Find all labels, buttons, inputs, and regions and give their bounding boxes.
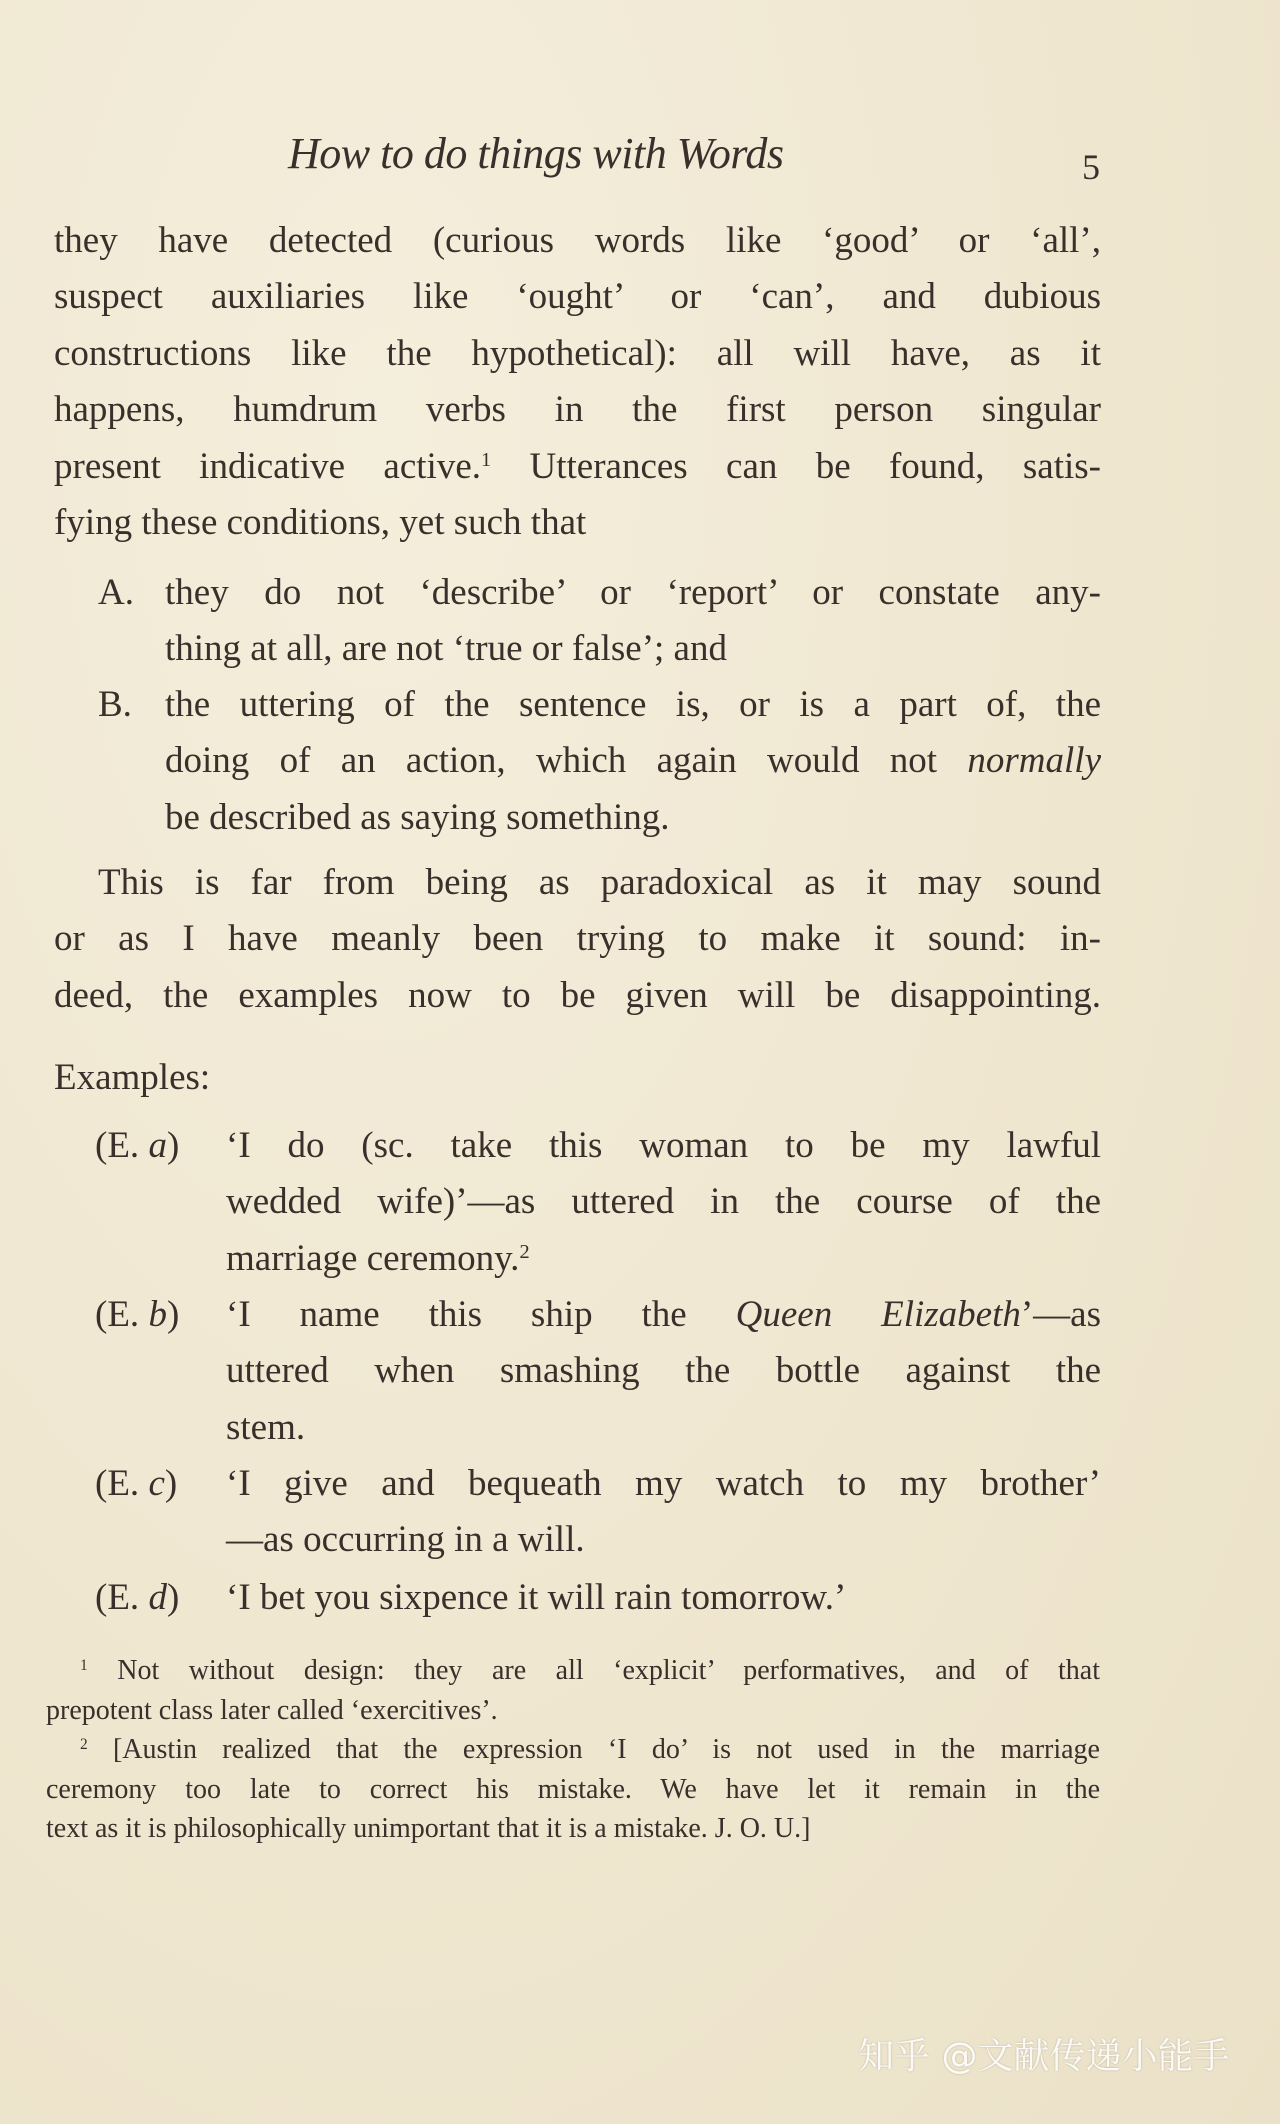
condition-label: A.: [98, 572, 134, 613]
emphasis: normally: [967, 740, 1101, 782]
text-segment: doing of an action, which again would not: [165, 740, 968, 782]
text-line: ‘I give and bequeath my watch to my brother’: [226, 1463, 1101, 1504]
condition-label: B.: [98, 684, 132, 725]
example-label: (E. c): [95, 1463, 178, 1504]
examples-heading: Examples:: [54, 1057, 211, 1098]
example-label: (E. a): [95, 1125, 180, 1166]
text-line: fying these conditions, yet such that: [54, 501, 587, 543]
text-line: the uttering of the sentence is, or is a part of, the: [165, 684, 1101, 725]
footnote-marker: 1: [80, 1656, 88, 1674]
text-segment: Utterances can be found, satis-: [491, 445, 1101, 487]
ship-name: Queen Elizabeth: [735, 1294, 1021, 1335]
footnote-ref-2[interactable]: 2: [519, 1240, 530, 1263]
condition-a: [98, 565, 1101, 678]
running-title: How to do things with Words: [288, 129, 784, 178]
text-line: stem.: [226, 1406, 306, 1448]
text-line: be described as saying something.: [165, 796, 670, 838]
footnote-line: ceremony too late to correct his mistake. We have let it remain in the: [46, 1773, 1100, 1805]
text-line: or as I have meanly been trying to make it sound: in-: [54, 918, 1101, 960]
text-line: ‘I name this ship the Queen Elizabeth’—as: [226, 1294, 1101, 1335]
footnote-ref-1[interactable]: 1: [481, 448, 492, 471]
text-line: [165, 733, 1101, 789]
example-label: (E. b): [95, 1294, 180, 1335]
text-line: suspect auxiliaries like ‘ought’ or ‘can’, and dubious: [54, 276, 1101, 318]
footnote-2: $^2$ [Austin realized that the expression ‘I do’ is not used in the marriage: [80, 1734, 1100, 1765]
text-line: they do not ‘describe’ or ‘report’ or constate any-: [165, 572, 1101, 613]
text-line: uttered when smashing the bottle against the: [226, 1350, 1101, 1392]
footnote-line: prepotent class later called ‘exercitives’.: [46, 1694, 498, 1726]
example-c: [95, 1456, 1101, 1569]
text-line: constructions like the hypothetical): all will have, as it: [54, 332, 1101, 374]
text-line: ‘I bet you sixpence it will rain tomorrow.’: [226, 1577, 847, 1618]
text-line: ‘I do (sc. take this woman to be my lawful: [226, 1125, 1101, 1166]
example-d: [95, 1570, 1101, 1626]
paragraph-2: [54, 855, 1101, 1024]
footnotes: [46, 1651, 1100, 1849]
text-line: wedded wife)’—as uttered in the course of the: [226, 1181, 1101, 1223]
text-line: they have detected (curious words like ‘good’ or ‘all’,: [54, 220, 1101, 261]
footnote-line: text as it is philosophically unimportant that it is a mistake. J. O. U.]: [46, 1813, 811, 1844]
footnote-1: $^1$ Not without design: they are all ‘explicit’ performatives, and of that: [80, 1655, 1100, 1686]
example-label: (E. d): [95, 1577, 180, 1618]
running-header: [0, 128, 1280, 188]
text-line: This is far from being as paradoxical as it may sound: [98, 862, 1101, 903]
watermark: 知乎 @文献传递小能手: [858, 2036, 1230, 2077]
condition-b: [98, 677, 1101, 846]
text-line: happens, humdrum verbs in the first person singular: [54, 389, 1101, 431]
text-line: [54, 439, 1101, 495]
text-line: —as occurring in a will.: [226, 1519, 585, 1561]
text-line: deed, the examples now to be given will be disappointing.: [54, 974, 1101, 1016]
footnote-marker: 2: [80, 1735, 88, 1753]
page-number: 5: [1082, 147, 1100, 187]
text-segment: present indicative active.: [54, 445, 481, 487]
example-a: [95, 1118, 1101, 1287]
paragraph-1: [54, 213, 1101, 551]
text-line: marriage ceremony.$^2$: [226, 1237, 530, 1279]
example-b: [95, 1287, 1101, 1456]
text-line: thing at all, are not ‘true or false’; and: [165, 628, 727, 670]
